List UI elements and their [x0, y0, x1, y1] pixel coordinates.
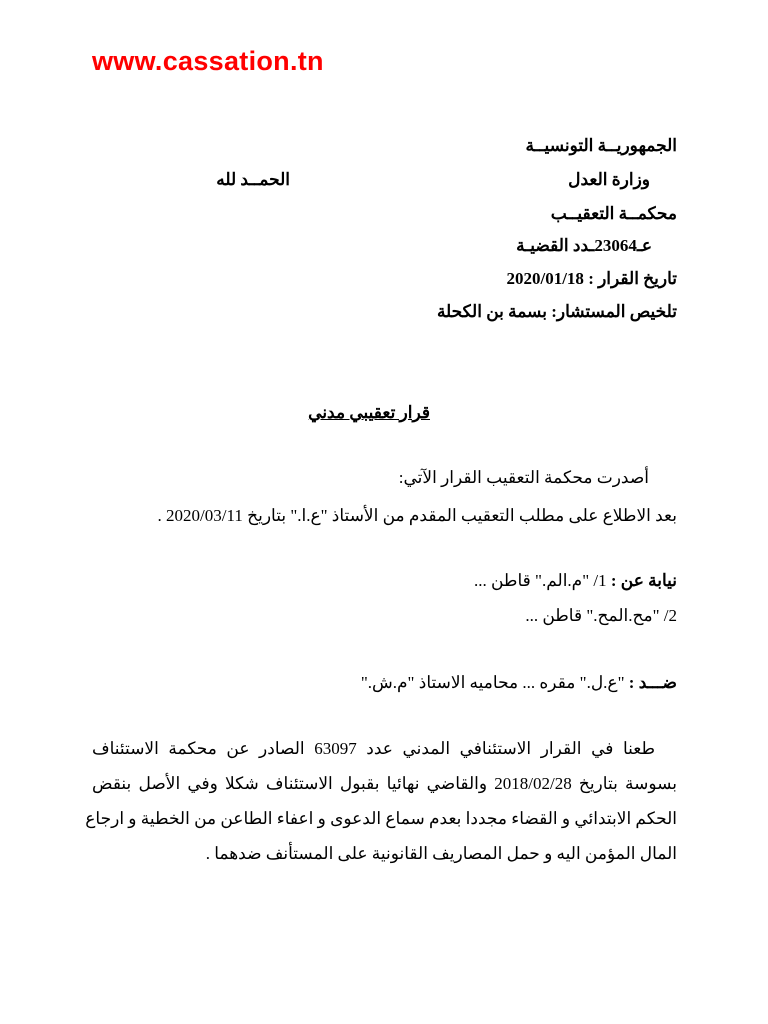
represent-label: نيابة عن :	[610, 571, 677, 590]
represent-line-1	[474, 571, 677, 591]
represent-party-1: 1/ "م.الم." قاطن ...	[473, 571, 611, 590]
case-number: عـ23064ـدد القضيـة	[516, 236, 652, 255]
against-line	[361, 673, 677, 693]
against-label: ضـــد :	[628, 673, 677, 692]
praise-heading: الحمــد لله	[216, 170, 290, 189]
review-line: بعد الاطلاع على مطلب التعقيب المقدم من الأستاذ "ع.ا." بتاريخ 2020/03/11 .	[157, 506, 677, 525]
decision-date: تاريخ القرار : 2020/01/18	[506, 269, 677, 288]
paragraph-line: بسوسة بتاريخ 2018/02/28 والقاضي نهائيا بقبول الاستئناف شكلا وفي الأصل بنقض	[92, 774, 677, 793]
document-title: قرار تعقيبي مدني	[308, 403, 430, 422]
court-heading: محكمــة التعقيــب	[550, 204, 677, 223]
counsellor-summary: تلخيص المستشار: بسمة بن الكحلة	[436, 302, 677, 321]
website-url[interactable]: www.cassation.tn	[92, 46, 324, 76]
against-party: "ع.ل." مقره ... محاميه الاستاذ "م.ش."	[360, 673, 629, 692]
intro-line: أصدرت محكمة التعقيب القرار الآتي:	[398, 468, 649, 487]
paragraph-line: طعنا في القرار الاستئنافي المدني عدد 63097 الصادر عن محكمة الاستئناف	[92, 739, 655, 758]
represent-party-2: 2/ "مح.المح." قاطن ...	[525, 606, 677, 625]
ministry-heading: وزارة العدل	[568, 170, 650, 189]
republic-heading: الجمهوريــة التونسيــة	[525, 136, 677, 155]
decision-paragraph	[85, 731, 677, 871]
paragraph-line: المال المؤمن اليه و حمل المصاريف القانونية على المستأنف ضدهما .	[205, 844, 677, 863]
paragraph-line: الحكم الابتدائي و القضاء مجددا بعدم سماع الدعوى و اعفاء الطاعن من الخطية و ارجاع	[85, 809, 677, 828]
